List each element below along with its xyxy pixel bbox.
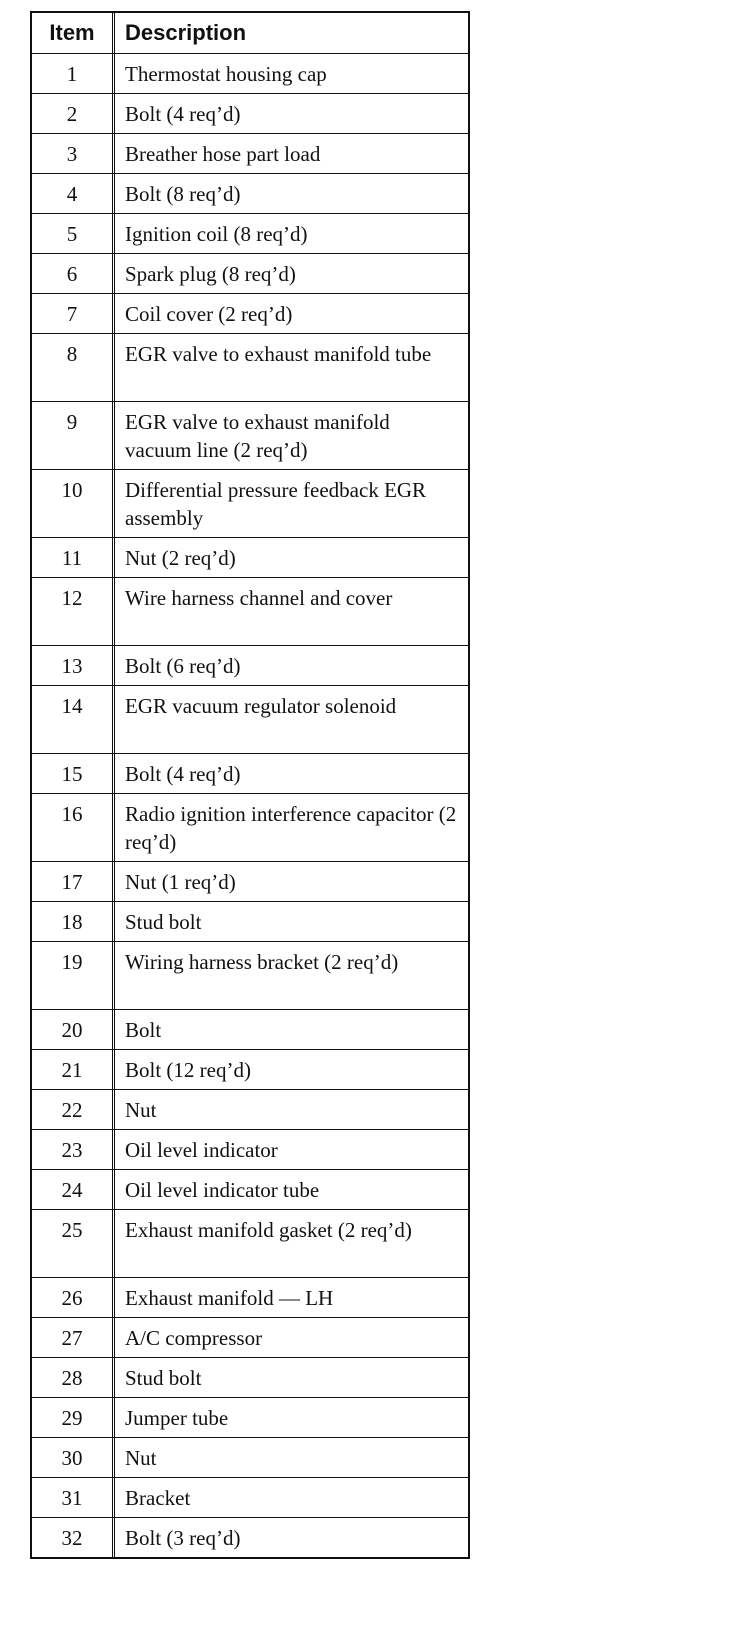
item-number: 23 [32, 1130, 115, 1169]
item-description: Bolt (12 req’d) [125, 1058, 251, 1082]
item-number: 20 [32, 1010, 115, 1049]
table-row [32, 1477, 468, 1517]
table-row [32, 685, 468, 753]
table-row [32, 793, 468, 861]
table-row [32, 333, 468, 401]
table-row [32, 753, 468, 793]
table-row [32, 401, 468, 469]
item-description: Nut [125, 1098, 157, 1122]
item-number: 6 [32, 254, 115, 293]
table-row [32, 1169, 468, 1209]
item-description: Bracket [125, 1486, 191, 1510]
table-row [32, 93, 468, 133]
header-description: Description [125, 20, 247, 45]
item-description: Bolt (4 req’d) [125, 762, 241, 786]
item-number: 4 [32, 174, 115, 213]
item-number: 24 [32, 1170, 115, 1209]
table-row [32, 901, 468, 941]
table-row [32, 1277, 468, 1317]
item-number: 22 [32, 1090, 115, 1129]
item-description: Coil cover (2 req’d) [125, 302, 293, 326]
table-row [32, 1437, 468, 1477]
item-description: Bolt (3 req’d) [125, 1526, 241, 1550]
item-description: Wire harness channel and cover [125, 586, 393, 610]
item-description: A/C compressor [125, 1326, 263, 1350]
table-row [32, 1129, 468, 1169]
item-number: 9 [32, 402, 115, 469]
table-row [32, 469, 468, 537]
table-row [32, 1357, 468, 1397]
item-description: Differential pressure feedback EGR assembly [125, 478, 427, 530]
item-description: Radio ignition interference capacitor (2 req’d) [125, 802, 457, 854]
item-description: Thermostat housing cap [125, 62, 327, 86]
item-description: EGR valve to exhaust manifold tube [125, 342, 432, 366]
item-description: Stud bolt [125, 1366, 202, 1390]
table-row [32, 1009, 468, 1049]
item-number: 13 [32, 646, 115, 685]
table-row [32, 253, 468, 293]
item-description: EGR vacuum regulator solenoid [125, 694, 397, 718]
item-description: Nut (1 req’d) [125, 870, 236, 894]
table-row [32, 577, 468, 645]
item-number: 29 [32, 1398, 115, 1437]
item-description: Breather hose part load [125, 142, 321, 166]
item-number: 27 [32, 1318, 115, 1357]
item-description: EGR valve to exhaust manifold vacuum line (2 req’d) [125, 410, 390, 462]
item-number: 5 [32, 214, 115, 253]
table-row [32, 53, 468, 93]
table-row [32, 1517, 468, 1557]
item-number: 8 [32, 334, 115, 401]
item-description: Oil level indicator tube [125, 1178, 320, 1202]
item-number: 11 [32, 538, 115, 577]
item-number: 28 [32, 1358, 115, 1397]
item-description: Wiring harness bracket (2 req’d) [125, 950, 399, 974]
parts-table [30, 11, 470, 1559]
item-number: 1 [32, 54, 115, 93]
item-number: 14 [32, 686, 115, 753]
item-number: 21 [32, 1050, 115, 1089]
item-number: 16 [32, 794, 115, 861]
item-number: 10 [32, 470, 115, 537]
table-row [32, 1089, 468, 1129]
item-description: Nut (2 req’d) [125, 546, 236, 570]
table-row [32, 537, 468, 577]
item-description: Jumper tube [125, 1406, 229, 1430]
item-number: 12 [32, 578, 115, 645]
item-number: 32 [32, 1518, 115, 1557]
table-row [32, 645, 468, 685]
item-description: Stud bolt [125, 910, 202, 934]
item-description: Spark plug (8 req’d) [125, 262, 296, 286]
item-number: 25 [32, 1210, 115, 1277]
item-number: 17 [32, 862, 115, 901]
item-number: 7 [32, 294, 115, 333]
item-number: 30 [32, 1438, 115, 1477]
table-row [32, 941, 468, 1009]
header-item: Item [32, 13, 115, 53]
table-row [32, 133, 468, 173]
item-number: 19 [32, 942, 115, 1009]
item-number: 31 [32, 1478, 115, 1517]
item-description: Ignition coil (8 req’d) [125, 222, 308, 246]
item-description: Exhaust manifold — LH [125, 1286, 334, 1310]
item-number: 26 [32, 1278, 115, 1317]
item-description: Bolt (4 req’d) [125, 102, 241, 126]
item-description: Oil level indicator [125, 1138, 278, 1162]
item-description: Nut [125, 1446, 157, 1470]
item-description: Exhaust manifold gasket (2 req’d) [125, 1218, 412, 1242]
table-row [32, 1049, 468, 1089]
table-row [32, 293, 468, 333]
item-number: 15 [32, 754, 115, 793]
item-number: 3 [32, 134, 115, 173]
item-number: 18 [32, 902, 115, 941]
table-row [32, 213, 468, 253]
table-row [32, 861, 468, 901]
item-description: Bolt (6 req’d) [125, 654, 241, 678]
table-row [32, 1397, 468, 1437]
table-header-row [32, 13, 468, 53]
table-row [32, 1209, 468, 1277]
table-row [32, 1317, 468, 1357]
table-row [32, 173, 468, 213]
item-description: Bolt [125, 1018, 162, 1042]
item-number: 2 [32, 94, 115, 133]
item-description: Bolt (8 req’d) [125, 182, 241, 206]
